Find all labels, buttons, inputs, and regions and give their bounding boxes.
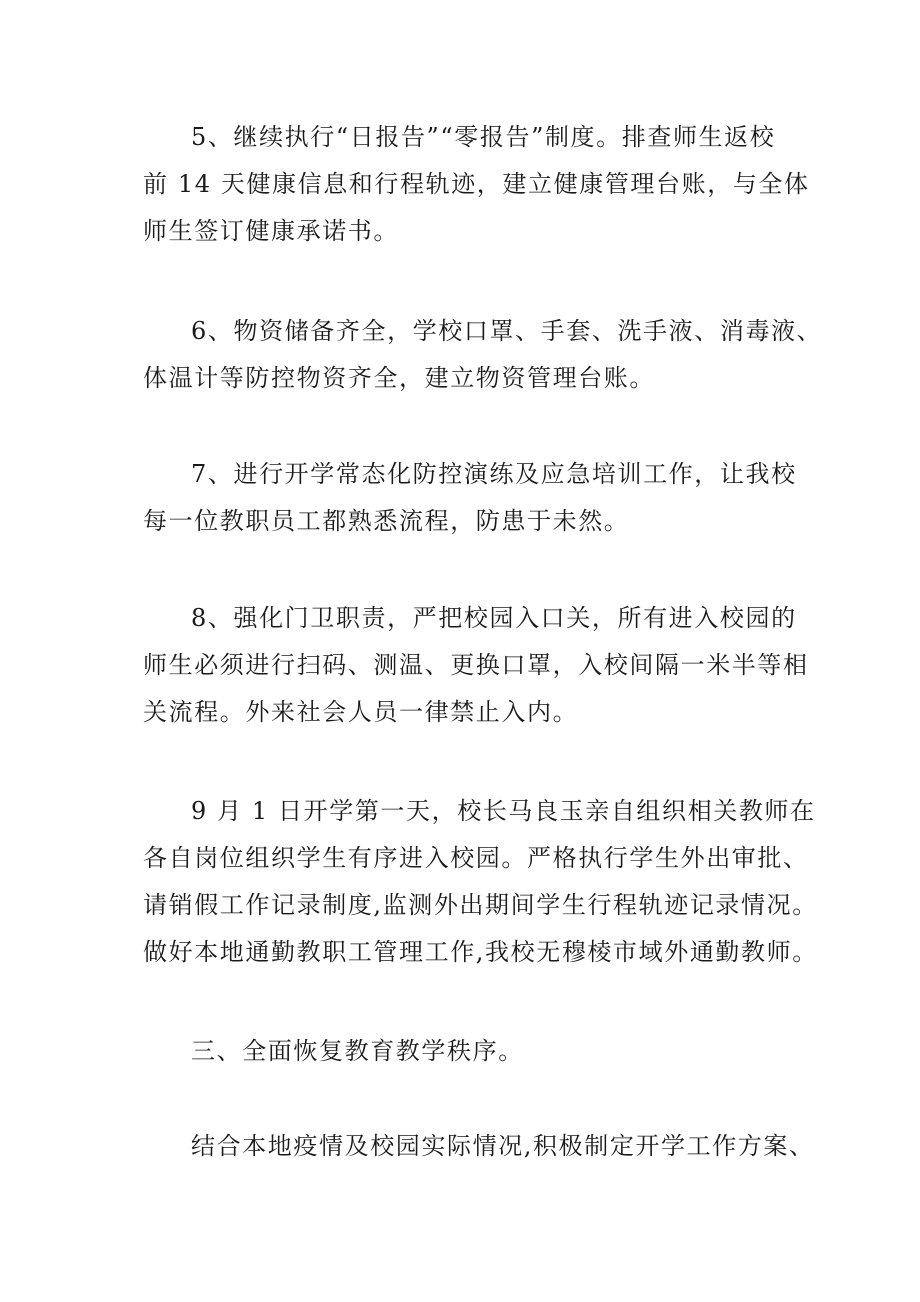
text-line: 9 月 1 日开学第一天，校长马良玉亲自组织相关教师在 bbox=[191, 797, 816, 825]
text-line: 师生必须进行扫码、测温、更换口罩，入校间隔一米半等相 bbox=[143, 651, 809, 679]
text-line: 8、强化门卫职责，严把校园入口关，所有进入校园的 bbox=[191, 604, 797, 632]
text-line: 体温计等防控物资齐全，建立物资管理台账。 bbox=[143, 364, 655, 392]
text-line: 结合本地疫情及校园实际情况,积极制定开学工作方案、 bbox=[191, 1132, 815, 1160]
paragraph-gatekeeping bbox=[143, 595, 809, 736]
text-line: 每一位教职员工都熟悉流程，防患于未然。 bbox=[143, 507, 630, 535]
text-line: 7、进行开学常态化防控演练及应急培训工作，让我校 bbox=[191, 460, 797, 488]
paragraph-first-day bbox=[143, 788, 818, 976]
text-line: 前 14 天健康信息和行程轨迹，建立健康管理台账，与全体 bbox=[143, 170, 810, 198]
text-line: 5、继续执行“日报告”“零报告”制度。排查师生返校 bbox=[191, 123, 776, 151]
text-line: 关流程。外来社会人员一律禁止入内。 bbox=[143, 698, 579, 726]
section-heading bbox=[143, 1028, 803, 1075]
paragraph-daily-report bbox=[143, 114, 810, 255]
heading-line: 三、全面恢复教育教学秩序。 bbox=[191, 1037, 524, 1065]
text-line: 师生签订健康承诺书。 bbox=[143, 217, 399, 245]
paragraph-plan bbox=[143, 1123, 815, 1170]
paragraph-supplies bbox=[143, 308, 823, 402]
text-line: 各自岗位组织学生有序进入校园。严格执行学生外出审批、 bbox=[143, 844, 809, 872]
text-line: 做好本地通勤教职工管理工作,我校无穆棱市域外通勤教师。 bbox=[143, 938, 818, 966]
text-line: 请销假工作记录制度,监测外出期间学生行程轨迹记录情况。 bbox=[143, 891, 818, 919]
text-line: 6、物资储备齐全，学校口罩、手套、洗手液、消毒液、 bbox=[191, 317, 823, 345]
paragraph-drills bbox=[143, 451, 803, 545]
